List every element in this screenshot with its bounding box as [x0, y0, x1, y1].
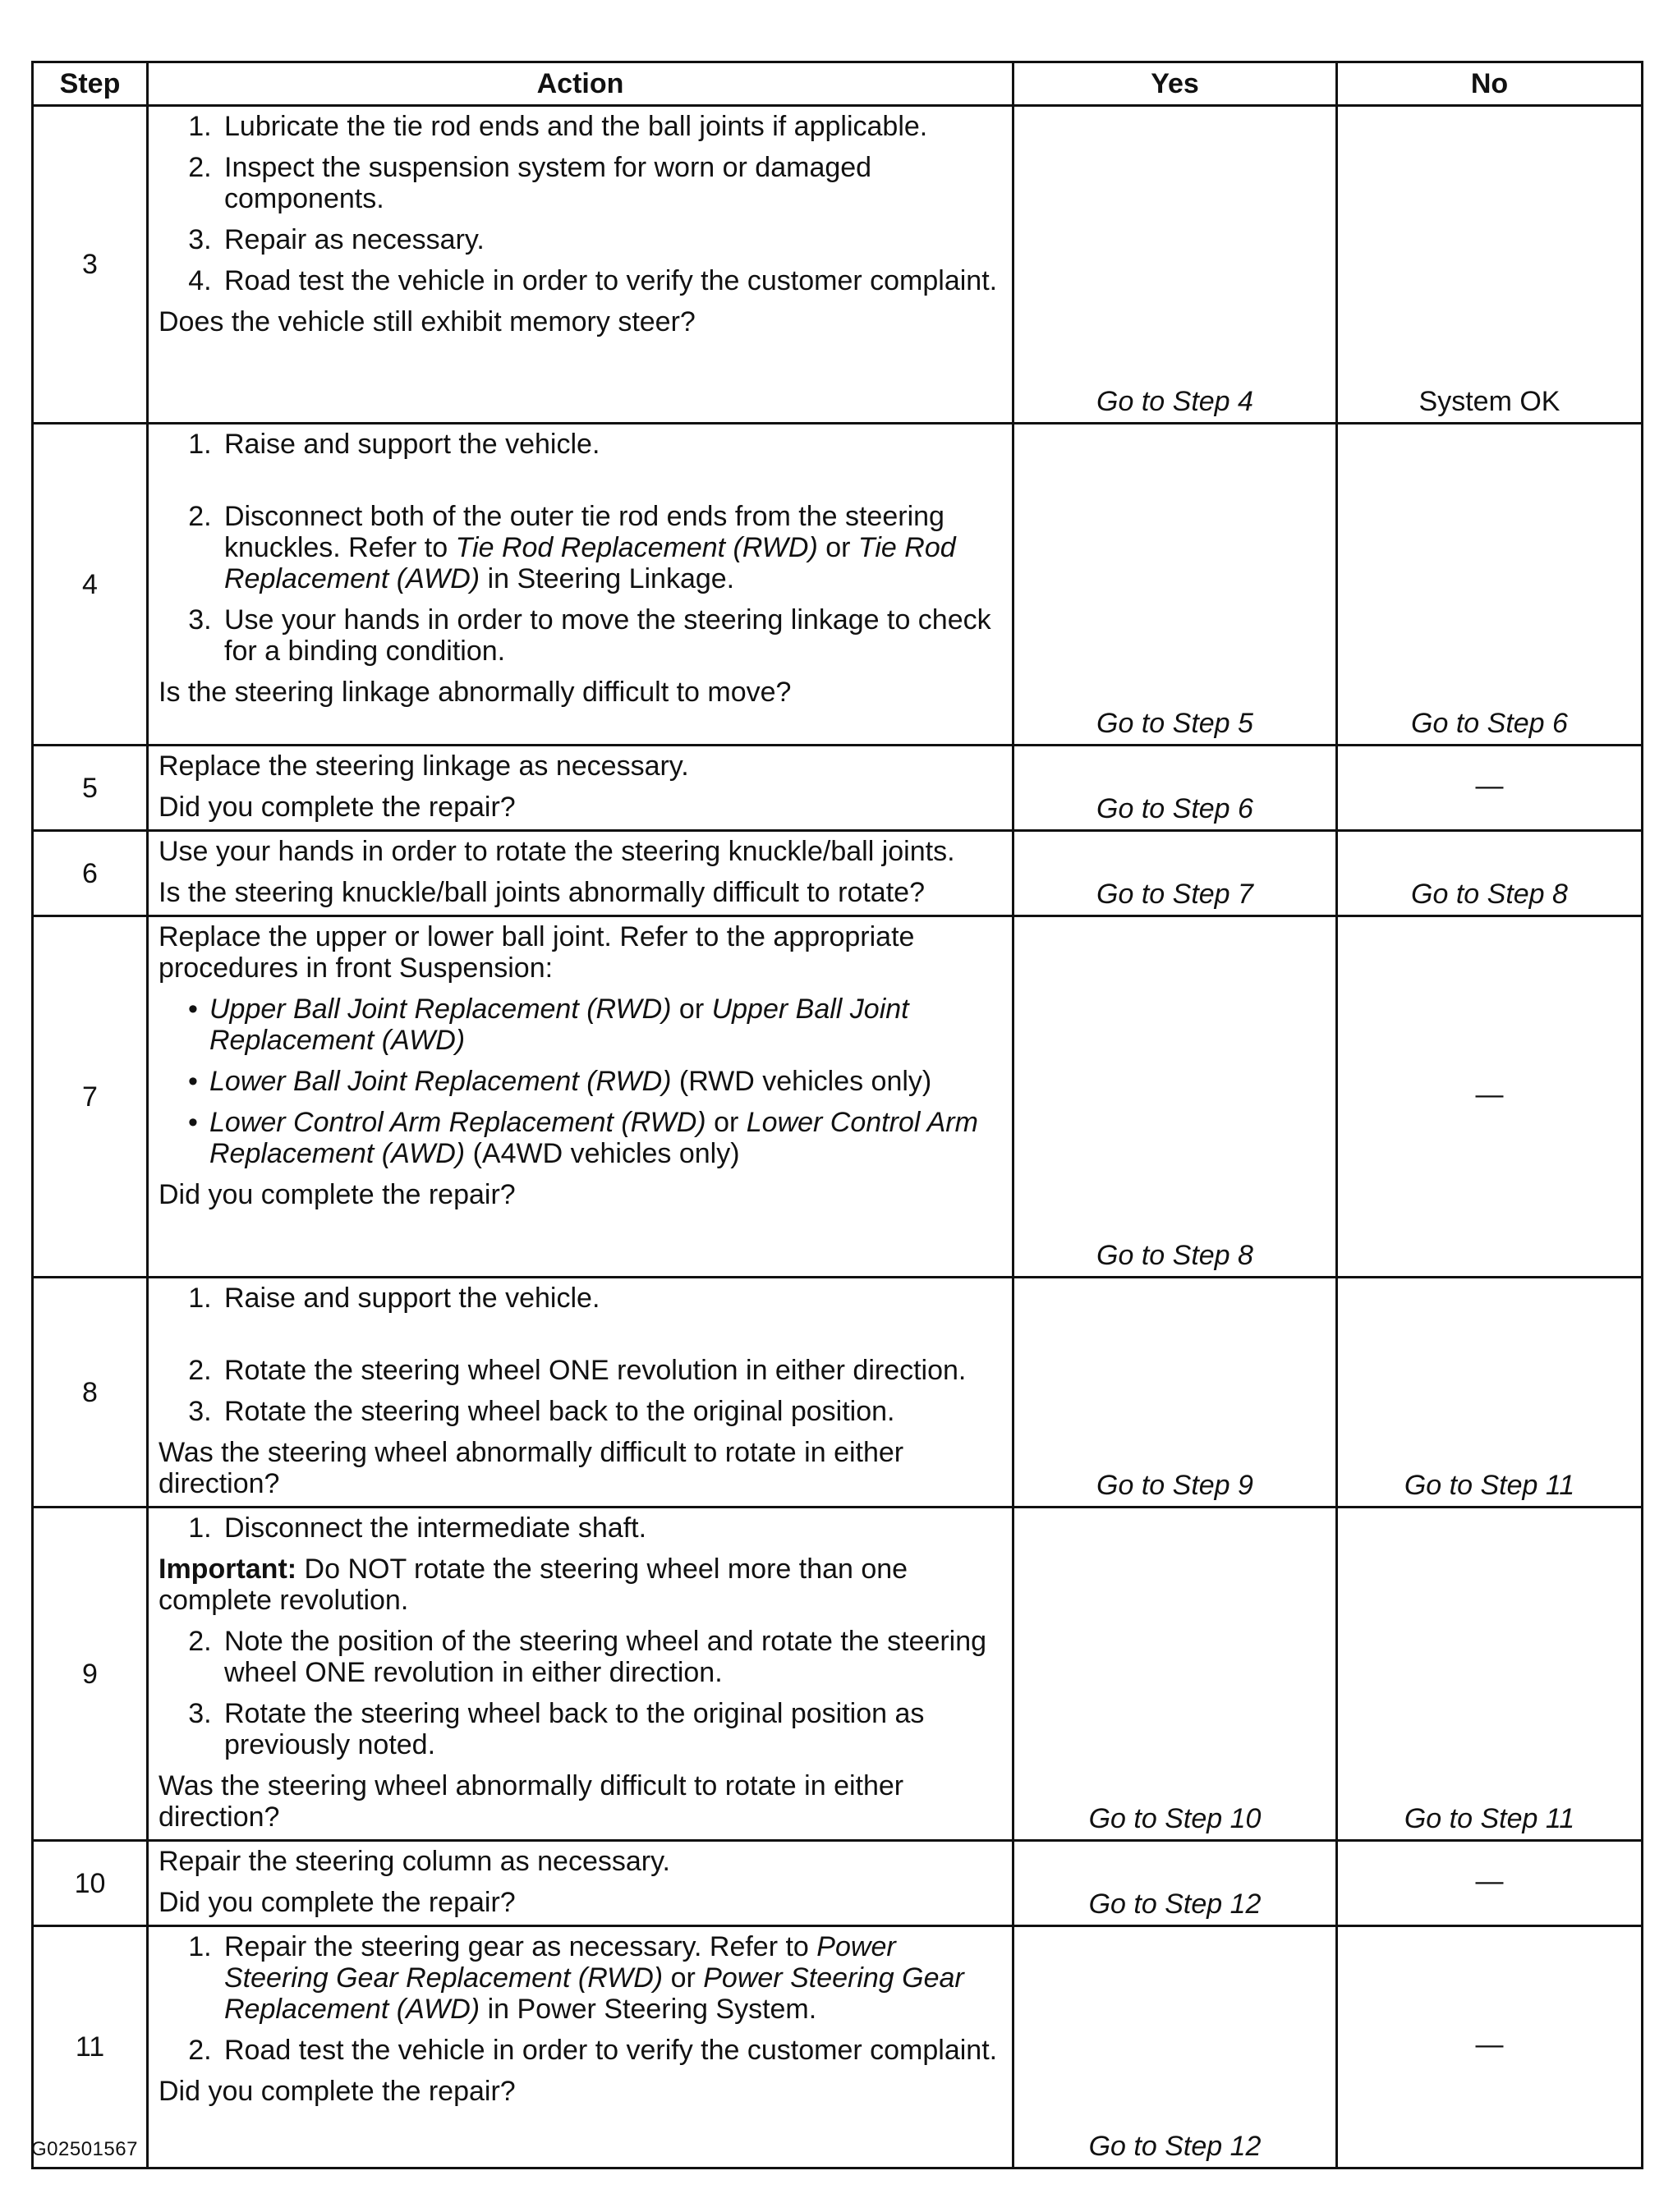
action-cell — [148, 106, 1013, 424]
reference-link[interactable]: Power Steering Gear Replacement (RWD) — [224, 1931, 896, 1994]
no-cell — [1337, 106, 1643, 424]
yes-cell — [1013, 1926, 1337, 2168]
reference-bullet-list — [159, 994, 1004, 1169]
important-label: Important: — [159, 1553, 297, 1585]
header-yes: Yes — [1013, 62, 1337, 106]
action-text: Use your hands in order to rotate the steering knuckle/ball joints. — [159, 836, 955, 867]
yes-link[interactable]: Go to Step 12 — [1088, 2131, 1262, 2162]
table-row-step-3 — [33, 106, 1643, 424]
action-item: 1. Raise and support the vehicle. — [219, 1283, 1004, 1314]
yes-cell — [1013, 424, 1337, 746]
action-cell — [148, 1926, 1013, 2168]
action-list — [159, 1283, 1004, 1427]
table-row-step-7 — [33, 916, 1643, 1278]
yes-cell — [1013, 1508, 1337, 1841]
no-link[interactable]: Go to Step 8 — [1411, 879, 1568, 910]
action-item: 3. Rotate the steering wheel back to the original position as previously noted. — [219, 1698, 1004, 1760]
reference-link[interactable]: Lower Control Arm Replacement (AWD) — [209, 1107, 978, 1169]
action-item: 2. Rotate the steering wheel ONE revolution in either direction. — [219, 1355, 1004, 1386]
action-item: 1. Disconnect the intermediate shaft. — [219, 1512, 1004, 1544]
yes-cell — [1013, 1278, 1337, 1508]
no-cell — [1337, 746, 1643, 831]
reference-link[interactable]: Upper Ball Joint Replacement (AWD) — [209, 994, 909, 1056]
bullet-text: or — [671, 994, 712, 1025]
action-list — [159, 429, 1004, 667]
yes-link[interactable]: Go to Step 5 — [1096, 708, 1253, 739]
step-number: 4 — [33, 424, 148, 746]
table-row-step-6 — [33, 831, 1643, 916]
step-number: 6 — [33, 831, 148, 916]
table-row-step-8 — [33, 1278, 1643, 1508]
no-dash: — — [1475, 2029, 1504, 2060]
question-text: Did you complete the repair? — [159, 792, 516, 823]
step-number: 10 — [33, 1841, 148, 1926]
no-cell — [1337, 1926, 1643, 2168]
action-item: 3. Use your hands in order to move the steering linkage to check for a binding condition. — [219, 604, 1004, 667]
action-text: Repair the steering column as necessary. — [159, 1846, 671, 1877]
question-text: Was the steering wheel abnormally difficult to rotate in either direction? — [159, 1437, 904, 1499]
header-row — [33, 62, 1643, 106]
important-note — [159, 1553, 1004, 1616]
question-text: Is the steering linkage abnormally difficult to move? — [159, 677, 792, 708]
no-dash: — — [1475, 769, 1504, 801]
action-item: 3. Repair as necessary. — [219, 224, 1004, 255]
action-cell — [148, 424, 1013, 746]
action-item-text: or — [817, 532, 858, 563]
no-cell — [1337, 831, 1643, 916]
figure-id: G02501567 — [31, 2138, 138, 2160]
action-item: 1. Lubricate the tie rod ends and the ball joints if applicable. — [219, 111, 1004, 142]
step-number: 7 — [33, 916, 148, 1278]
no-link[interactable]: Go to Step 6 — [1411, 708, 1568, 739]
header-action: Action — [148, 62, 1013, 106]
no-dash: — — [1475, 1078, 1504, 1110]
header-step: Step — [33, 62, 148, 106]
important-text: Do NOT rotate the steering wheel more than one complete revolution. — [159, 1553, 908, 1616]
no-link[interactable]: Go to Step 11 — [1404, 1470, 1575, 1501]
reference-link[interactable]: Power Steering Gear Replacement (AWD) — [224, 1962, 964, 2025]
bullet-text: (A4WD vehicles only) — [465, 1138, 740, 1169]
yes-link[interactable]: Go to Step 8 — [1096, 1240, 1253, 1271]
yes-link[interactable]: Go to Step 4 — [1096, 386, 1253, 417]
action-item-text: in Steering Linkage. — [480, 563, 735, 594]
no-cell — [1337, 424, 1643, 746]
step-number: 9 — [33, 1508, 148, 1841]
step-number: 5 — [33, 746, 148, 831]
table-row-step-10 — [33, 1841, 1643, 1926]
no-cell — [1337, 1508, 1643, 1841]
bullet-item — [209, 994, 1004, 1056]
table-row-step-4 — [33, 424, 1643, 746]
yes-link[interactable]: Go to Step 9 — [1096, 1470, 1253, 1501]
no-cell — [1337, 916, 1643, 1278]
yes-cell — [1013, 831, 1337, 916]
yes-cell — [1013, 746, 1337, 831]
no-result: System OK — [1418, 386, 1560, 417]
header-no: No — [1337, 62, 1643, 106]
reference-link[interactable]: Upper Ball Joint Replacement (RWD) — [209, 994, 672, 1025]
yes-link[interactable]: Go to Step 10 — [1088, 1803, 1262, 1834]
question-text: Does the vehicle still exhibit memory steer? — [159, 306, 696, 337]
action-cell — [148, 1841, 1013, 1926]
diagnostic-table — [31, 61, 1643, 2169]
question-text: Was the steering wheel abnormally difficult to rotate in either direction? — [159, 1770, 904, 1833]
action-item: 2. Note the position of the steering wheel and rotate the steering wheel ONE revolution in either direction. — [219, 1626, 1004, 1688]
no-link[interactable]: Go to Step 11 — [1404, 1803, 1575, 1834]
action-intro: Replace the upper or lower ball joint. Refer to the appropriate procedures in front Suspension: — [159, 921, 915, 984]
action-item-text: Repair the steering gear as necessary. Refer to — [224, 1931, 817, 1962]
bullet-item — [209, 1107, 1004, 1169]
action-item: 2. Road test the vehicle in order to verify the customer complaint. — [219, 2035, 1004, 2066]
diagnostic-table-container — [31, 61, 1641, 2169]
yes-link[interactable]: Go to Step 6 — [1096, 793, 1253, 824]
action-item-text: in Power Steering System. — [480, 1994, 817, 2025]
action-item: 2. Inspect the suspension system for worn or damaged components. — [219, 152, 1004, 214]
yes-cell — [1013, 916, 1337, 1278]
question-text: Did you complete the repair? — [159, 1179, 516, 1210]
no-cell — [1337, 1841, 1643, 1926]
action-item: 4. Road test the vehicle in order to verify the customer complaint. — [219, 265, 1004, 296]
table-row-step-11 — [33, 1926, 1643, 2168]
bullet-item — [209, 1066, 1004, 1097]
action-item — [219, 1931, 1004, 2025]
action-cell — [148, 746, 1013, 831]
action-list — [159, 1512, 1004, 1544]
action-text: Replace the steering linkage as necessary. — [159, 750, 689, 782]
reference-link[interactable]: Lower Control Arm Replacement (RWD) — [209, 1107, 706, 1138]
bullet-text: (RWD vehicles only) — [671, 1066, 932, 1097]
bullet-text: or — [706, 1107, 747, 1138]
action-cell — [148, 831, 1013, 916]
action-list — [159, 1931, 1004, 2066]
action-item: 3. Rotate the steering wheel back to the original position. — [219, 1396, 1004, 1427]
question-text: Did you complete the repair? — [159, 1887, 516, 1918]
no-cell — [1337, 1278, 1643, 1508]
action-list — [159, 111, 1004, 296]
action-list — [159, 1626, 1004, 1760]
action-cell — [148, 1508, 1013, 1841]
action-item-text: or — [663, 1962, 704, 1994]
action-cell — [148, 1278, 1013, 1508]
table-row-step-9 — [33, 1508, 1643, 1841]
table-row-step-5 — [33, 746, 1643, 831]
action-cell — [148, 916, 1013, 1278]
step-number: 3 — [33, 106, 148, 424]
yes-cell — [1013, 106, 1337, 424]
yes-link[interactable]: Go to Step 12 — [1088, 1888, 1262, 1920]
step-number: 8 — [33, 1278, 148, 1508]
action-item — [219, 501, 1004, 594]
yes-cell — [1013, 1841, 1337, 1926]
no-dash: — — [1475, 1865, 1504, 1897]
yes-link[interactable]: Go to Step 7 — [1096, 879, 1253, 910]
action-item: 1. Raise and support the vehicle. — [219, 429, 1004, 460]
question-text: Did you complete the repair? — [159, 2076, 516, 2107]
question-text: Is the steering knuckle/ball joints abnormally difficult to rotate? — [159, 877, 925, 908]
reference-link[interactable]: Tie Rod Replacement (RWD) — [455, 532, 818, 563]
reference-link[interactable]: Lower Ball Joint Replacement (RWD) — [209, 1066, 672, 1097]
action-item-text: Disconnect both of the outer tie rod ends from the steering knuckles. Refer to — [224, 501, 945, 563]
reference-link[interactable]: Tie Rod Replacement (AWD) — [224, 532, 956, 594]
step-number: 11 — [33, 1926, 148, 2168]
